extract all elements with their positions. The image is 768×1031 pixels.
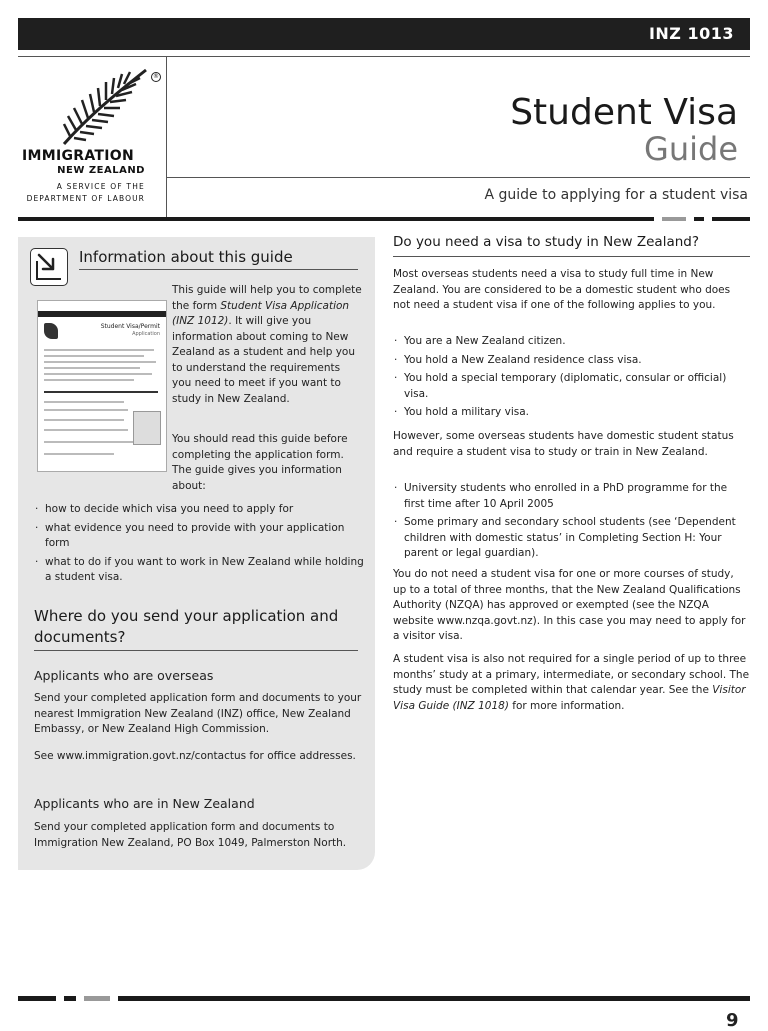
logo-line2: NEW ZEALAND [57, 165, 145, 176]
list-item: · Some primary and secondary school students (see ‘Dependent children with domestic status’ in Completing Section H: Your parent or legal guardian). [393, 515, 750, 562]
logo-line3: A SERVICE OF THE [56, 182, 145, 191]
visa-need-heading-rule [393, 256, 750, 257]
footer-gap [110, 996, 118, 1001]
thumb-line [44, 401, 124, 403]
visa-need-paragraph-4 [393, 652, 750, 714]
list-item: · You hold a special temporary (diplomatic, consular or official) visa. [393, 371, 750, 402]
page-subtitle: A guide to applying for a student visa [484, 187, 748, 203]
subtitle-rule [166, 177, 750, 178]
info-heading-rule [79, 269, 358, 270]
thumb-subtitle: Application [132, 331, 160, 337]
page-title-sub: Guide [644, 130, 738, 168]
list-item: · how to decide which visa you need to apply for [34, 502, 364, 518]
form-name-reference: Student Visa Application (INZ 1012) [172, 299, 350, 327]
info-heading: Information about this guide [79, 248, 293, 266]
visa-need-paragraph-2: However, some overseas students have domestic student status and require a student visa to study or train in New Zealand. [393, 430, 734, 458]
thumb-line [44, 361, 156, 363]
visa-need-paragraph-3: You do not need a student visa for one or more courses of study, up to a total of three months, that the New Zealand Qualifications Authority (NZQA) has approved or exempted (see the NZQA website www.nzqa.govt.nz). In this case you may need to apply for a visitor visa. [393, 568, 746, 642]
thumb-line [44, 391, 158, 393]
arrow-down-right-icon [30, 248, 68, 286]
registered-mark: ® [153, 73, 159, 80]
immigration-logo [18, 66, 163, 216]
thumb-title: Student Visa/Permit [100, 323, 160, 330]
logo-line4: DEPARTMENT OF LABOUR [26, 194, 145, 203]
list-item: · You are a New Zealand citizen. [393, 334, 750, 350]
exception-list [393, 481, 750, 565]
footer-gap [56, 996, 64, 1001]
list-item: · University students who enrolled in a PhD programme for the first time after 10 April 2005 [393, 481, 750, 512]
send-heading: Where do you send your application and documents? [34, 607, 339, 646]
intro-paragraph-2: You should read this guide before completing the application form. The guide gives you information about: [172, 433, 348, 492]
p4-text-end: for more information. [508, 699, 625, 712]
thumb-line [44, 453, 114, 455]
thumb-line [44, 373, 152, 375]
intro-text: This guide will help you to complete the form [172, 284, 362, 312]
header-rule [18, 56, 750, 57]
domestic-status-list [393, 334, 750, 424]
thumb-line [44, 355, 144, 357]
thumb-photo [133, 411, 161, 445]
list-item: · what evidence you need to provide with your application form [34, 521, 364, 552]
rule-gap [654, 217, 662, 221]
visa-need-heading: Do you need a visa to study in New Zealand? [393, 234, 700, 250]
overseas-paragraph: Send your completed application form and documents to your nearest Immigration New Zealand (INZ) office, New Zealand Embassy, or New Zealand High Commission. [34, 692, 362, 735]
nz-heading: Applicants who are in New Zealand [34, 796, 255, 811]
arrow-down-right-icon-glyph [31, 249, 67, 285]
list-item: · You hold a military visa. [393, 405, 750, 421]
thumb-bar [38, 311, 166, 317]
page-number: 9 [726, 1010, 739, 1031]
visa-need-paragraph-1: Most overseas students need a visa to study full time in New Zealand. You are considered to be a domestic student who does not need a student visa if one of the following applies to you. [393, 268, 731, 311]
thumb-line [44, 367, 140, 369]
header-divider [166, 56, 167, 218]
footer-accent [84, 996, 110, 1001]
visitor-guide-reference: Visitor Visa Guide (INZ 1018) [393, 684, 746, 712]
footer-rule [18, 996, 750, 1001]
overseas-heading: Applicants who are overseas [34, 668, 214, 683]
rule-gap [704, 217, 712, 221]
contact-paragraph: See www.immigration.govt.nz/contactus for office addresses. [34, 750, 356, 762]
list-item: · what to do if you want to work in New Zealand while holding a student visa. [34, 555, 364, 586]
rule-gap [686, 217, 694, 221]
footer-gap [76, 996, 84, 1001]
intro-text-cont: . It will give you information about coming to New Zealand as a student and help you to understand the requirements you need to meet if you want to study in New Zealand. [172, 315, 356, 405]
form-code: INZ 1013 [648, 24, 734, 43]
header-thick-rule [18, 217, 750, 221]
logo-line1: IMMIGRATION [22, 148, 134, 164]
thumb-line [44, 429, 128, 431]
form-thumbnail [37, 300, 167, 472]
page-title: Student Visa [510, 92, 738, 133]
thumb-line [44, 419, 124, 421]
thumb-fern-icon [44, 323, 58, 339]
thumb-line [44, 379, 134, 381]
rule-accent [662, 217, 686, 221]
intro-paragraph [172, 283, 362, 407]
nz-paragraph: Send your completed application form and documents to Immigration New Zealand, PO Box 1049, Palmerston North. [34, 821, 347, 849]
info-bullet-list [34, 502, 364, 589]
silver-fern-icon [60, 66, 150, 146]
thumb-line [44, 409, 128, 411]
top-bar [18, 18, 750, 50]
thumb-line [44, 349, 154, 351]
list-item: · You hold a New Zealand residence class visa. [393, 353, 750, 369]
send-heading-rule [34, 650, 358, 651]
p4-text: A student visa is also not required for a single period of up to three months’ study at a primary, intermediate, or secondary school. The study must be completed within that calendar year. See the [393, 653, 750, 696]
